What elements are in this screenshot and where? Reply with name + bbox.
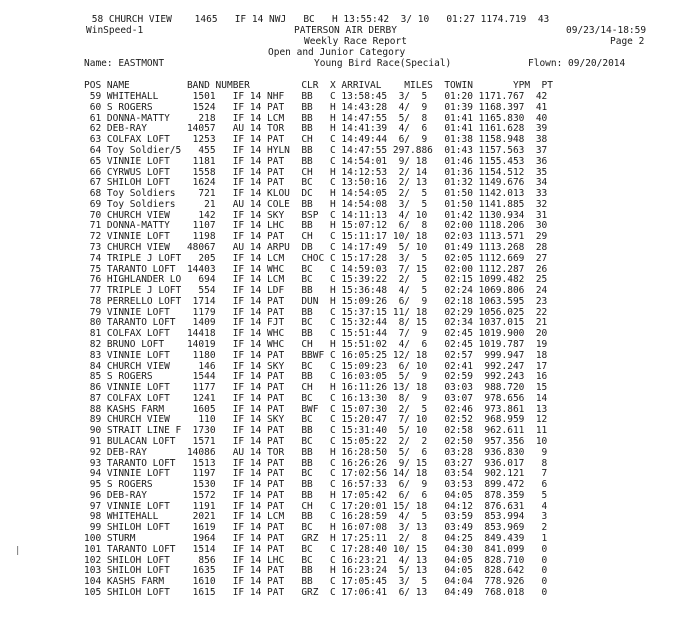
result-row: 61 DONNA-MATTY 218 IF 14 LCM BB H 14:47:55 5/ 8 01:41 1165.830 40 bbox=[84, 112, 548, 124]
race-name: Young Bird Race(Special) bbox=[314, 58, 452, 69]
result-row: 104 KASHS FARM 1610 IF 14 PAT BB C 17:05:45 3/ 5 04:04 778.926 0 bbox=[84, 576, 548, 588]
result-row: 79 VINNIE LOFT 1179 IF 14 PAT BB C 15:37:15 11/ 18 02:29 1056.025 22 bbox=[84, 306, 548, 318]
result-row: 67 SHILOH LOFT 1624 IF 14 PAT BC C 13:50:16 2/ 13 01:32 1149.676 34 bbox=[84, 177, 548, 189]
category-label: Open and Junior Category bbox=[268, 47, 406, 58]
result-row: 88 KASHS FARM 1605 IF 14 PAT BWF C 15:07:30 2/ 5 02:46 973.861 13 bbox=[84, 403, 548, 415]
club-name: Name: EASTMONT bbox=[84, 58, 165, 69]
margin-mark: | bbox=[15, 546, 21, 556]
result-row: 72 VINNIE LOFT 1198 IF 14 PAT CH C 15:11:17 10/ 18 02:03 1113.571 29 bbox=[84, 231, 548, 243]
result-row: 77 TRIPLE J LOFT 554 IF 14 LDF BB H 15:36:48 4/ 5 02:24 1069.806 24 bbox=[84, 285, 548, 296]
result-row: 65 VINNIE LOFT 1181 IF 14 PAT BB C 14:54:01 9/ 18 01:46 1155.453 36 bbox=[84, 155, 548, 167]
result-row: 68 Toy Soldiers 721 IF 14 KLOU DC H 14:54:05 2/ 5 01:50 1142.013 33 bbox=[84, 188, 548, 199]
result-row: 86 VINNIE LOFT 1177 IF 14 PAT CH H 16:11:26 13/ 18 03:03 988.720 15 bbox=[84, 382, 548, 394]
report-datetime: 09/23/14-18:59 bbox=[566, 25, 647, 36]
flown-date: Flown: 09/20/2014 bbox=[528, 58, 626, 69]
result-row: 82 BRUNO LOFT 14019 IF 14 WHC CH H 15:51:02 4/ 6 02:45 1019.787 19 bbox=[84, 338, 548, 350]
result-row: 101 TARANTO LOFT 1514 IF 14 PAT BC C 17:28:40 10/ 15 04:30 841.099 0 bbox=[84, 543, 548, 555]
result-row: 71 DONNA-MATTY 1107 IF 14 LHC BB H 15:07:12 6/ 8 02:00 1118.206 30 bbox=[84, 220, 548, 232]
result-row: 90 STRAIT LINE F 1730 IF 14 PAT BB C 15:31:40 5/ 10 02:58 962.611 11 bbox=[84, 425, 548, 437]
program-name: WinSpeed-1 bbox=[86, 25, 144, 36]
result-row: 94 VINNIE LOFT 1197 IF 14 PAT BC C 17:02:56 14/ 18 03:54 902.121 7 bbox=[84, 468, 548, 480]
result-row: 93 TARANTO LOFT 1513 IF 14 PAT BB C 16:26:26 9/ 15 03:27 936.017 8 bbox=[84, 457, 548, 469]
result-row: 60 S ROGERS 1524 IF 14 PAT BB H 14:43:28 4/ 9 01:39 1168.397 41 bbox=[84, 101, 548, 113]
result-row: 103 SHILOH LOFT 1635 IF 14 PAT BB H 16:23:24 5/ 13 04:05 828.642 0 bbox=[84, 565, 548, 577]
result-row: 91 BULACAN LOFT 1571 IF 14 PAT BC C 15:05:22 2/ 2 02:50 957.356 10 bbox=[84, 436, 548, 447]
result-row: 64 Toy Soldier/5 455 IF 14 HYLN BB C 14:47:55 297.886 01:43 1157.563 37 bbox=[84, 144, 548, 156]
report-carryover-line: 58 CHURCH VIEW 1465 IF 14 NWJ BC H 13:55:42 3/ 10 01:27 1174.719 43 bbox=[86, 14, 550, 25]
result-row: 74 TRIPLE J LOFT 205 IF 14 LCM CHOC C 15:17:28 3/ 5 02:05 1112.669 27 bbox=[84, 252, 548, 264]
result-row: 97 VINNIE LOFT 1191 IF 14 PAT CH C 17:20:01 15/ 18 04:12 876.631 4 bbox=[84, 500, 548, 512]
column-header-row: POS NAME BAND NUMBER CLR X ARRIVAL MILES TOWIN YPM PT bbox=[84, 80, 553, 91]
result-row: 100 STURM 1964 IF 14 PAT GRZ H 17:25:11 2/ 8 04:25 849.439 1 bbox=[84, 533, 548, 544]
result-row: 98 WHITEHALL 2021 IF 14 LCM BB C 16:28:59 4/ 5 03:59 853.994 3 bbox=[84, 511, 548, 523]
result-row: 81 COLFAX LOFT 14418 IF 14 WHC BB C 15:51:44 7/ 9 02:45 1019.900 20 bbox=[84, 328, 548, 340]
result-row: 62 DEB-RAY 14057 AU 14 TOR BB H 14:41:39 4/ 6 01:41 1161.628 39 bbox=[84, 123, 548, 135]
result-row: 80 TARANTO LOFT 1409 IF 14 FJT BC C 15:32:44 8/ 15 02:34 1037.015 21 bbox=[84, 317, 548, 329]
organization-name: PATERSON AIR DERBY bbox=[294, 25, 397, 36]
result-row: 96 DEB-RAY 1572 IF 14 PAT BB H 17:05:42 6/ 6 04:05 878.359 5 bbox=[84, 489, 548, 501]
result-row: 83 VINNIE LOFT 1180 IF 14 PAT BBWF C 16:05:25 12/ 18 02:57 999.947 18 bbox=[84, 349, 548, 361]
result-row: 105 SHILOH LOFT 1615 IF 14 PAT GRZ C 17:06:41 6/ 13 04:49 768.018 0 bbox=[84, 586, 548, 598]
result-row: 92 DEB-RAY 14086 AU 14 TOR BB H 16:28:50 5/ 6 03:28 936.830 9 bbox=[84, 446, 548, 458]
result-row: 102 SHILOH LOFT 856 IF 14 LHC BC C 16:23:21 4/ 13 04:05 828.710 0 bbox=[84, 554, 548, 566]
result-row: 84 CHURCH VIEW 146 IF 14 SKY BC C 15:09:23 6/ 10 02:41 992.247 17 bbox=[84, 360, 548, 372]
result-row: 89 CHURCH VIEW 110 IF 14 SKY BC C 15:20:47 7/ 10 02:52 968.959 12 bbox=[84, 414, 548, 426]
report-title: Weekly Race Report bbox=[304, 36, 407, 47]
result-row: 76 HIGHLANDER LO 694 IF 14 LCM BC C 15:39:22 2/ 5 02:15 1099.482 25 bbox=[84, 274, 548, 286]
result-row: 63 COLFAX LOFT 1253 IF 14 PAT CH C 14:49:44 6/ 9 01:38 1158.948 38 bbox=[84, 134, 548, 146]
page-number: Page 2 bbox=[610, 36, 645, 47]
result-row: 78 PERRELLO LOFT 1714 IF 14 PAT DUN H 15:09:26 6/ 9 02:18 1063.595 23 bbox=[84, 295, 548, 307]
result-row: 66 CYRWUS LOFT 1558 IF 14 PAT CH H 14:12:53 2/ 14 01:36 1154.512 35 bbox=[84, 166, 548, 178]
result-row: 95 S ROGERS 1530 IF 14 PAT BB C 16:57:33 6/ 9 03:53 899.472 6 bbox=[84, 479, 548, 491]
result-row: 70 CHURCH VIEW 142 IF 14 SKY BSP C 14:11:13 4/ 10 01:42 1130.934 31 bbox=[84, 209, 548, 221]
result-row: 75 TARANTO LOFT 14403 IF 14 WHC BC C 14:59:03 7/ 15 02:00 1112.287 26 bbox=[84, 263, 548, 275]
result-row: 99 SHILOH LOFT 1619 IF 14 PAT BC H 16:07:08 3/ 13 03:49 853.969 2 bbox=[84, 522, 548, 534]
result-row: 85 S ROGERS 1544 IF 14 PAT BB C 16:03:05 5/ 9 02:59 992.243 16 bbox=[84, 371, 548, 383]
result-row: 73 CHURCH VIEW 48067 AU 14 ARPU DB C 14:17:49 5/ 10 01:49 1113.268 28 bbox=[84, 241, 548, 253]
result-row: 59 WHITEHALL 1501 IF 14 NHF BB C 13:58:45 3/ 5 01:20 1171.767 42 bbox=[84, 91, 548, 102]
result-row: 87 COLFAX LOFT 1241 IF 14 PAT BC C 16:13:30 8/ 9 03:07 978.656 14 bbox=[84, 392, 548, 404]
result-row: 69 Toy Soldiers 21 AU 14 COLE BB H 14:54:08 3/ 5 01:50 1141.885 32 bbox=[84, 198, 548, 210]
